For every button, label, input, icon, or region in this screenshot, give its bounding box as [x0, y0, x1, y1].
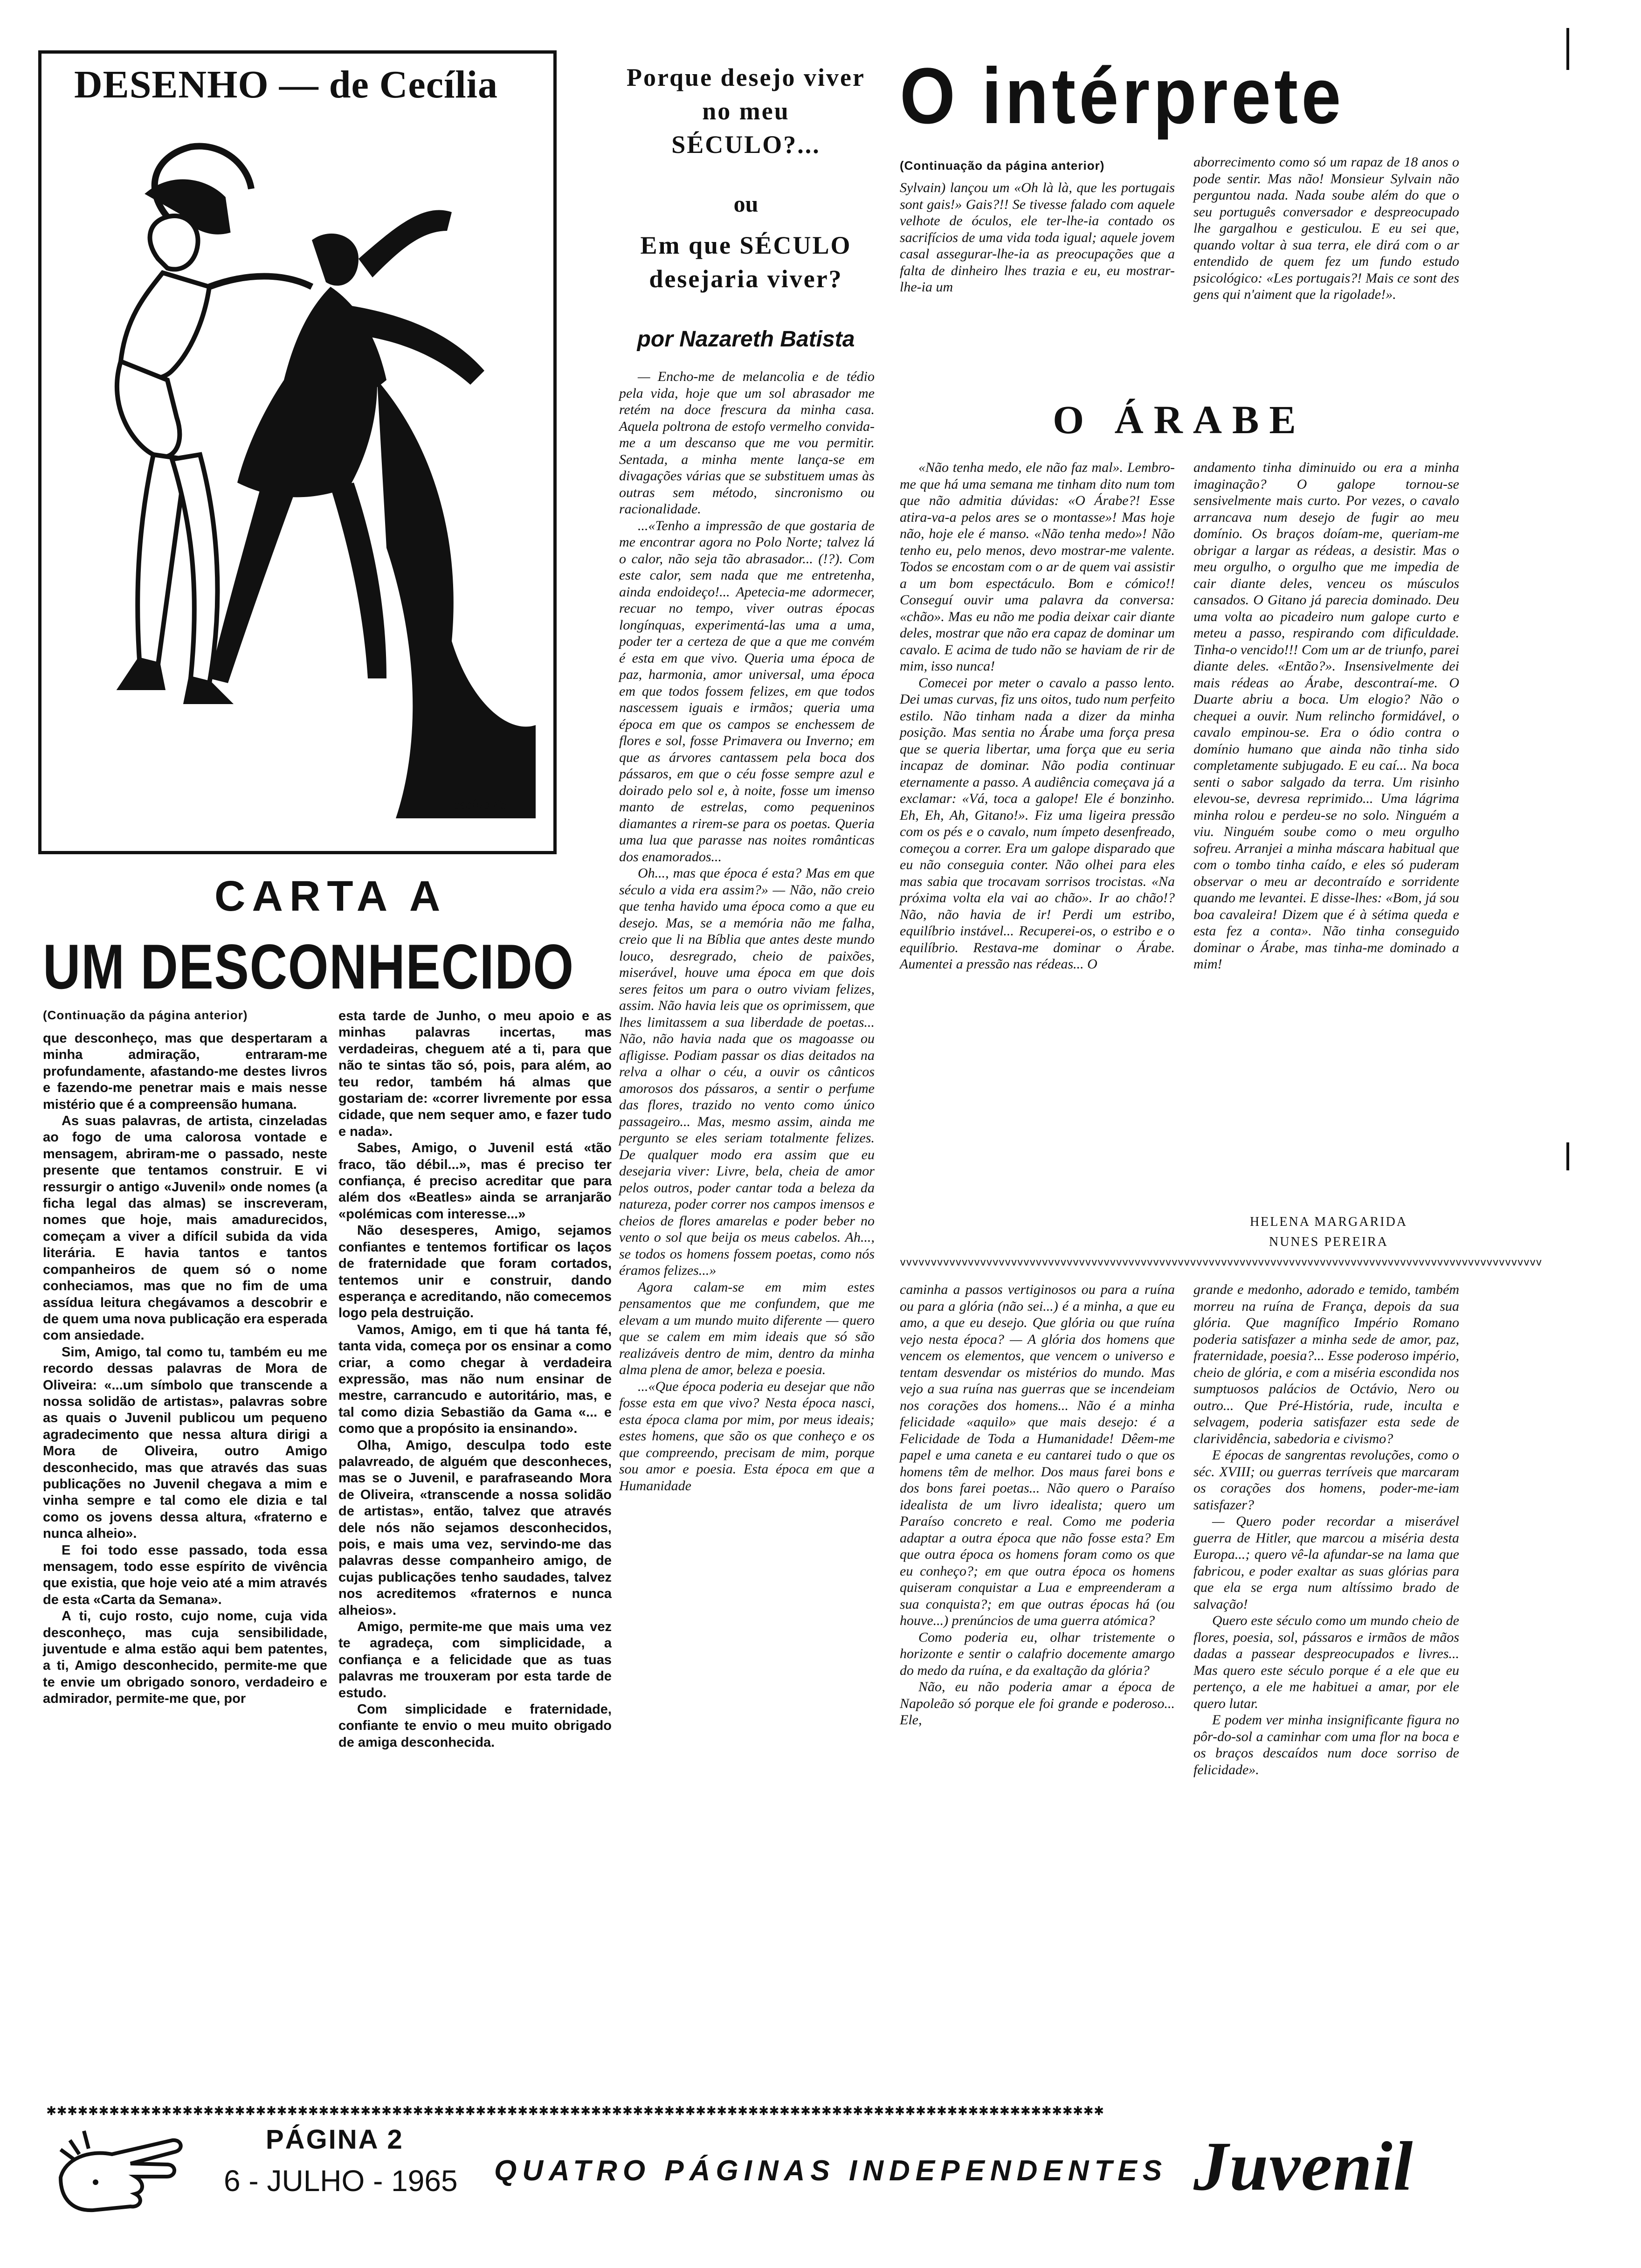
scan-edge-mark [1566, 1142, 1569, 1170]
porque-paragraph: E podem ver minha insignificante figura no pôr-do-sol a caminhar com uma flor na boca e os braços descaídos num doce sorriso de felicidade». [1193, 1712, 1459, 1777]
arabe-paragraph: «Não tenha medo, ele não faz mal». Lembro-me que há uma semana me tinham dito num tom que não admitia dúvidas: «O Árabe?! Esse atira-va-a pelos ares se o montasse»! Mas hoje não, hoje ele é manso. «Não tenha medo»! Não tenho eu, pelo menos, devo mostrar-me valente. Todos se encostam com o ar de quem vai assistir a um bom espectáculo. Bom e cómico!! Conseguí ouvir uma palavra da conversa: «chão». Mas eu não me podia deixar cair diante deles, mostrar que não era capaz de dominar um cavalo. E acima de tudo não se haviam de rir de mim, isso nunca! [900, 460, 1175, 674]
carta-paragraph: E foi todo esse passado, toda essa mensagem, todo esse espírito de vivência que existia, que hoje veio até a mim através de esta «Carta da Semana». [43, 1542, 327, 1607]
carta-paragraph: Não desesperes, Amigo, sejamos confiantes e tentemos fortificar os laços de fraternidade que foram cortados, tentemos unir e construir, dando esperança e acreditando, não comecemos logo pela destruição. [338, 1223, 612, 1321]
porque-paragraph: — Encho-me de melancolia e de tédio pela vida, hoje que um sol abrasador me retém na doce frescura da minha casa. Aquela poltrona de estofo vermelho convida-me a um descanso que me vou permitir. Sentada, a minha mente lança-se em divagações várias que se substituem umas às outras sem método, sincronismo ou racionalidade. [619, 369, 875, 517]
carta-title-line2: UM DESCONHECIDO [43, 931, 574, 1002]
carta-column-2 [338, 1008, 612, 1751]
porque-paragraph: — Quero poder recordar a miserável guerra de Hitler, que marcou a miséria desta Europa...; quero vê-la afundar-se na lama que fabricou, e poder exaltar as suas glórias para que ela se erga num altíssimo brado de salvação! [1193, 1514, 1459, 1612]
carta-continuation: (Continuação da página anterior) [43, 1008, 248, 1022]
carta-paragraph: que desconheço, mas que despertaram a minha admiração, entraram-me profundamente, afastando-me destes livros e fazendo-me penetrar mais e mais nesse mistério que é a compreensão humana. [43, 1031, 327, 1112]
footer-slogan: QUATRO PÁGINAS INDEPENDENTES [494, 2155, 1168, 2187]
porque-column-1 [619, 368, 875, 1494]
interprete-column-1: Sylvain) lançou um «Oh là là, que les portugais sont gais!» Gais?!! Se tivesse falado com aquele velhote de óculos, ele ter-lhe-ia contado os sacrifícios de uma vida toda igual; aquele jovem casal assegurar-lhe-ia as preocupações que a falta de dinheiro lhes trazia e eu, eu mostrar-lhe-ia um [900, 180, 1175, 295]
arabe-author-2: NUNES PEREIRA [1269, 1235, 1388, 1249]
carta-paragraph: Com simplicidade e fraternidade, confiante te envio o meu muito obrigado de amiga desconhecida. [338, 1702, 612, 1750]
porque-title-b: Em que SÉCULO desejaria viver? [640, 231, 852, 293]
porque-cont-column-2 [1193, 1281, 1459, 1778]
porque-cont-column-1 [900, 1281, 1175, 1729]
section-separator: vvvvvvvvvvvvvvvvvvvvvvvvvvvvvvvvvvvvvvvvvvvvvvvvvvvvvvvvvvvvvvvvvvvvvvvvvvvvvvvvvvvvvvvvvvvvvvvvvvvvvvvv [900, 1257, 1542, 1268]
porque-paragraph: Agora calam-se em mim estes pensamentos que me confundem, que me elevam a um mundo muito diferente — quero que se calem em mim ideais que só são realizáveis dentro de mim, dentro da minha alma plena de amor, beleza e poesia. [619, 1279, 875, 1377]
arabe-title: O ÁRABE [1053, 397, 1306, 442]
footer-date: 6 - JULHO - 1965 [224, 2164, 458, 2198]
arabe-paragraph: andamento tinha diminuido ou era a minha imaginação? O galope tornou-se sensivelmente mais curto. Por vezes, o cavalo arrancava num desejo de fugir ao meu domínio. Os braços doíam-me, queriam-me obrigar a largar as rédeas, a desistir. Mas o meu orgulho, o orgulho que me impedia de cair diante deles, venceu os músculos cansados. O Gitano já parecia dominado. Deu uma volta ao picadeiro num galope curto e meteu a passo, respirando com dificuldade. Tinha-o vencido!!! Com um ar de triunfo, parei diante deles. «Então?». Insensivelmente dei mais rédeas ao Árabe, descontraí-me. O Duarte abriu a boca. Um elogio? Não o chequei a ouvir. Num relincho formidável, o cavalo empinou-se. Era o ódio contra o domínio humano que ainda não tinha sido completamente subjugado. E eu caí... Na boca senti o sabor salgado da terra. Um risinho elevou-se, devresa reprimido... Uma lágrima minha rolou e perdeu-se no solo. Ninguém a viu. Ninguém soube como o meu orgulho sofreu. Arranjei a minha máscara habitual que com o tombo tinha caído, e eles só puderam observar o meu ar decontraído e sorridente quando me levantei. E disse-lhes: «Bom, já sou boa cavaleira! Dizem que é à sétima queda e esta fez a conta». Não tinha conseguido dominar o Árabe, mas tinha-me dominado a mim! [1193, 460, 1459, 972]
porque-paragraph: Como poderia eu, olhar tristemente o horizonte e sentir o calafrio docemente amargo do medo da ruína, e da exaltação da glória? [900, 1629, 1175, 1678]
footer-brand-logo: Juvenil [1193, 2128, 1414, 2205]
arabe-column-2 [1193, 459, 1459, 973]
drawing-signature: cecília 65 [453, 797, 508, 812]
porque-paragraph: Quero este século como um mundo cheio de flores, poesia, sol, pássaros e irmãos de mãos dadas a passear despreocupados e livres... Mas quero este século porque é a ele que eu pertenço, a ele me habituei a amar, por ele quero lutar. [1193, 1613, 1459, 1711]
interprete-continuation: (Continuação da página anterior) [900, 159, 1105, 173]
drawing-title: DESENHO — de Cecília [74, 63, 498, 106]
interprete-title: O intérprete [900, 52, 1345, 140]
porque-paragraph: ...«Que época poderia eu desejar que não fosse esta em que vivo? Nesta época nasci, esta época clama por mim, por meus ideais; estes homens, que são os que conheço e os que compreendo, precisam de mim, porque sou amor e poesia. Esta época em que a Humanidade [619, 1378, 875, 1494]
carta-paragraph: Sim, Amigo, tal como tu, também eu me recordo dessas palavras de Mora de Oliveira: «...um símbolo que transcende a nossa solidão de artistas», palavras sobre as quais o Juvenil publicou um pequeno agradecimento que nessa altura dirigi a Mora de Oliveira, outro Amigo desconhecido, mas que através das suas publicações no Juvenil chegava a mim e vinha sempre e tal como ele dizia e tal como os jovens dessa altura, «fraterno e nunca alheio». [43, 1344, 327, 1542]
drawing-frame [38, 50, 557, 854]
pointing-hand-icon [51, 2122, 191, 2220]
porque-paragraph: caminha a passos vertiginosos ou para a ruína ou para a glória (não sei...) é a minha, a que eu amo, a que eu desejo. Que glória ou que ruína vejo nesta época? — A glória dos homens que vencem os elementos, que vencem o universo e tentam desvendar os mistérios do mundo. Mas vejo a sua ruína nas guerras que se incendeiam nos corações dos homens... Não é a minha felicidade «aquilo» que mais desejo: é a Felicidade de Toda a Humanidade! Dêem-me papel e uma caneta e eu cantarei tudo o que os homens têm de melhor. Dos maus farei bons e dos bons farei poetas... Não quero o Paraíso idealista de um livro idealista; quero um Paraíso concreto e real. Como me poderia adaptar a outra época que não fosse esta? Em que outra época os homens foram como os que eu conheço?; em que outra época os homens quiseram conquistar a Lua e empreenderam a sua conquista?; em que outras épocas há (ou houve...) prenúncios de uma guerra atómica? [900, 1282, 1175, 1628]
carta-paragraph: Sabes, Amigo, o Juvenil está «tão fraco, tão débil...», mas é preciso ter confiança, é preciso acreditar que para além dos «Beatles» ainda se arranjarão «polémicas com interesse...» [338, 1141, 612, 1222]
carta-paragraph: Olha, Amigo, desculpa todo este palavreado, de alguém que desconheces, mas se o Juvenil, e parafraseando Mora de Oliveira, «transcende a nossa solidão de artistas», então, talvez que através dele nós não sejamos desconhecidos, pois, e mais uma vez, servindo-me das palavras desse companheiro amigo, de cujas publicações tenho saudades, talvez nos acreditemos «fraternos e nunca alheios». [338, 1438, 612, 1618]
porque-paragraph: E épocas de sangrentas revoluções, como o séc. XVIII; ou guerras terríveis que marcaram os corações dos homens, poder-me-iam satisfazer? [1193, 1447, 1459, 1513]
carta-title-line1: CARTA A [214, 872, 447, 920]
carta-paragraph: A ti, cujo rosto, cujo nome, cuja vida desconheço, mas cuja sensibilidade, juventude e alma estão aqui bem patentes, a ti, Amigo desconhecido, permite-me que te envie um obrigado sonoro, verdadeiro e admirador, permite-me que, por [43, 1609, 327, 1707]
dancer-right [209, 210, 536, 818]
porque-paragraph: Não, eu não poderia amar a época de Napoleão só porque ele foi grande e poderoso... Ele, [900, 1679, 1175, 1728]
footer-star-rule: ✱✱✱✱✱✱✱✱✱✱✱✱✱✱✱✱✱✱✱✱✱✱✱✱✱✱✱✱✱✱✱✱✱✱✱✱✱✱✱✱✱✱✱✱✱✱✱✱✱✱✱✱✱✱✱✱✱✱✱✱✱✱✱✱✱✱✱✱✱✱✱✱✱✱✱✱✱✱✱✱✱✱✱✱✱✱✱✱✱✱✱✱✱✱✱✱✱✱✱✱✱ [47, 2101, 1105, 2119]
porque-paragraph: Oh..., mas que época é esta? Mas em que século a vida era assim?» — Não, não creio que tenha havido uma época como a que eu desejo. Mas, se a memória não me falha, creio que li na Bíblia que antes deste mundo louco, desregrado, cheio de paixões, miserável, houve uma época em que dois seres feitos um para o outro viviam felizes, assim. Não havia leis que os oprimissem, que lhes limitassem a sua liberdade de poetas... Não, não havia nada que os magoasse ou afligisse. Podiam passar os dias deitados na relva a olhar o céu, a ouvir os cânticos amorosos dos pássaros, a sentir o perfume das flores, trazido no vento como único passageiro... Mas, mesmo assim, ainda me pergunto se eles seriam totalmente felizes. De qualquer modo era assim que eu desejaria viver: Livre, bela, cheia de amor pelos outros, poder cantar toda a beleza da natureza, poder correr nos campos imensos e cheios de flores amarelas e poder beber no vento o sol que beija os meus cabelos. Ah..., se todos os homens fossem poetas, como nós éramos felizes...» [619, 865, 875, 1278]
interprete-column-2: aborrecimento como só um rapaz de 18 anos o pode sentir. Mas não! Monsieur Sylvain não perguntou nada. Nada soube além do que o seu português conversador e despreocupado lhe gargalhou e gesticulou. E eu sei que, quando voltar à sua terra, ele dirá com o ar entendido de quem fez um fundo estudo psicológico: «Les portugais?! Mais ce sont des gens qui n'aiment que la rigolade!». [1193, 154, 1459, 302]
porque-paragraph: ...«Tenho a impressão de que gostaria de me encontrar agora no Polo Norte; talvez lá o calor, não seja tão abrasador... (!?). Com este calor, sem nada que me entretenha, ainda endoideço!... Apetecia-me adormecer, recuar no tempo, viver outras épocas longínquas, experimentá-las uma a uma, poder ter a certeza de que a que me convém é esta em que vivo. Queria uma época de paz, harmonia, amor universal, uma época em que todos fossem felizes, em que todos nascessem iguais e irmãos; queria uma época em que os campos se enchessem de flores e sol, fosse Primavera ou Inverno; em que as árvores cantassem pela boca dos pássaros, em que o céu fosse sempre azul e doirado pelo sol e, à noite, fosse um imenso manto de estrelas, como pequeninos diamantes a rirem-se para os poetas. Queria uma lua que parasse nas noites românticas dos enamorados... [619, 518, 875, 864]
carta-paragraph: Vamos, Amigo, em ti que há tanta fé, tanta vida, começa por os ensinar a como criar, a como chegar à verdadeira expressão, mas não num ensinar de mestre, carrancudo e autoritário, mas, e tal como dizia Sebastião da Gama «... e como que a propósito ia ensinando». [338, 1322, 612, 1437]
porque-title-a: Porque desejo viver no meu SÉCULO?... [627, 63, 865, 159]
footer-page-number: PÁGINA 2 [266, 2124, 404, 2155]
arabe-paragraph: Comecei por meter o cavalo a passo lento. Dei umas curvas, fiz uns oitos, tudo num perfeito estilo. Não tinham nada a dizer da minha posição. Mas sentia no Árabe uma força presa que se queria libertar, uma força que eu seria incapaz de dominar. Não podia continuar eternamente a passo. A audiência começava já a exclamar: «Vá, toca a galope! Ele é bonzinho. Eh, Eh, Ah, Gitano!». Fiz uma ligeira pressão com os pés e o cavalo, num ímpeto desenfreado, começou a correr. Era um galope disparado que eu não conseguia conter. Não olhei para eles mas sabia que trocavam sorrisos trocistas. «Na próxima volta ela vai ao chão». Ir ao chão!? Não, não havia de ir! Perdi um estribo, equilíbrio instável... Recuperei-os, o estribo e o equilíbrio. Restava-me dominar o Árabe. Aumentei a pressão nas rédeas... O [900, 675, 1175, 972]
porque-title-or: ou [733, 191, 758, 217]
carta-paragraph: Amigo, permite-me que mais uma vez te agradeça, com simplicidade, a confiança e a felicidade que as tuas palavras me trouxeram por esta tarde de estudo. [338, 1619, 612, 1701]
carta-paragraph: As suas palavras, de artista, cinzeladas ao fogo de uma calorosa vontade e mensagem, abriram-me o passado, neste presente que tentamos construir. E vi ressurgir o antigo «Juvenil» onde nomes (a ficha legal das almas) se inscreveram, nomes que hoje, mais amadurecidos, começam a viver a difícil subida da vida literária. E havia tantos e tantos companheiros de quem só o nome conheciamos, mas que no fim de uma assídua leitura chegávamos a descobrir e de quem uma nova publicação era esperada com ansiedade. [43, 1113, 327, 1343]
arabe-author-1: HELENA MARGARIDA [1249, 1215, 1408, 1229]
carta-paragraph: esta tarde de Junho, o meu apoio e as minhas palavras incertas, mas verdadeiras, cheguem até a ti, para que não te sintas tão só, pois, para além, ao teu redor, também há almas que gostariam de: «correr livremente por essa cidade, que nem sequer amo, e fazer tudo e nada». [338, 1009, 612, 1139]
scan-edge-mark [1566, 28, 1569, 70]
arabe-column-1 [900, 459, 1175, 973]
porque-paragraph: grande e medonho, adorado e temido, também morreu na ruína de França, depois da sua glória. Que magnífico Império Romano poderia satisfazer a minha sede de amor, paz, fraternidade, poesia?... Esse poderoso império, cheio de glória, e com a miséria escondida nos sumptuosos palácios de Octávio, Nero ou outro... Que Pré-História, rude, inculta e selvagem, poderia satisfazer esta sede de clarividência, sabedoria e civismo? [1193, 1282, 1459, 1446]
porque-author: por Nazareth Batista [637, 327, 855, 352]
carta-column-1 [43, 1030, 327, 1708]
dancers-illustration [51, 119, 545, 837]
